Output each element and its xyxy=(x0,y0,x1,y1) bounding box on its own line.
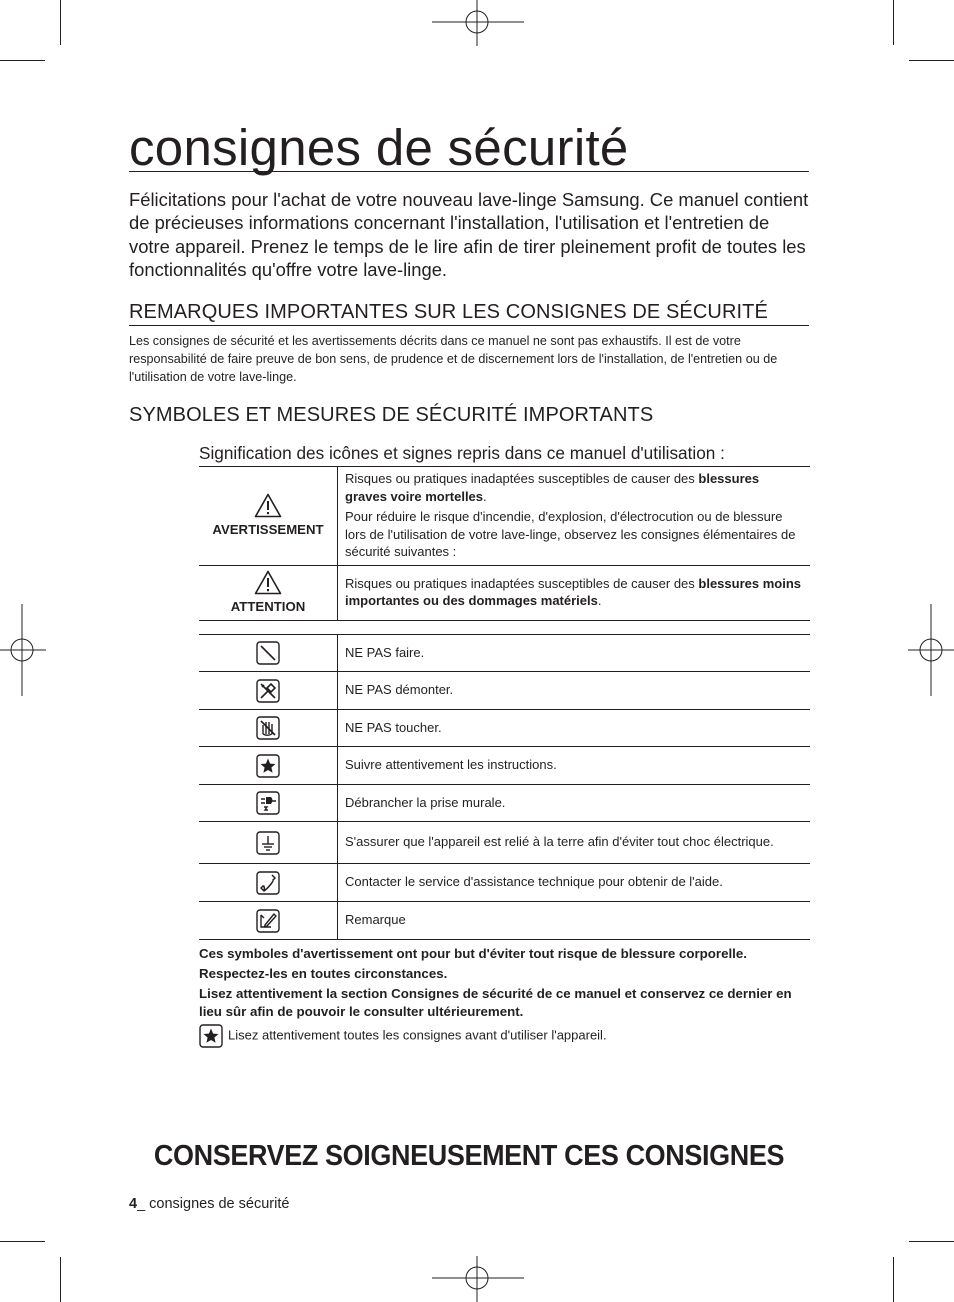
symbol-icon-cell xyxy=(199,672,338,710)
warning-triangle-icon xyxy=(254,493,282,518)
symbol-text: Remarque xyxy=(338,902,811,940)
crop-mark xyxy=(0,60,45,61)
registration-mark-icon xyxy=(432,1256,524,1302)
symbol-text: Contacter le service d'assistance technique pour obtenir de l'aide. xyxy=(338,864,811,902)
crop-mark xyxy=(893,1257,894,1302)
symbol-text: Débrancher la prise murale. xyxy=(338,785,811,822)
do-not-touch-icon xyxy=(256,716,280,740)
symbols-heading: SYMBOLES ET MESURES DE SÉCURITÉ IMPORTANTS xyxy=(129,404,654,426)
warning-text-2: Pour réduire le risque d'incendie, d'explosion, d'électrocution ou de blessure lors de l'utilisation de votre lave-linge, observez les consignes élémentaires de sécurité suivantes : xyxy=(345,509,796,559)
intro-paragraph: Félicitations pour l'achat de votre nouveau lave-linge Samsung. Ce manuel contient de précieuses informations concernant l'installation, l'utilisation et l'entretien de votre appareil. Prenez le temps de le lire afin de tirer pleinement profit de toutes les fonctionnalités qu'offre votre lave-linge. xyxy=(129,189,809,280)
registration-mark-icon xyxy=(432,0,524,46)
symbol-row xyxy=(199,785,810,822)
caution-label: ATTENTION xyxy=(230,598,306,614)
footer-label: _ consignes de sécurité xyxy=(137,1196,290,1212)
symbol-row xyxy=(199,822,810,864)
warning-text-cell xyxy=(338,467,811,566)
ground-icon xyxy=(256,831,280,855)
symbol-row xyxy=(199,864,810,902)
bottom-notes xyxy=(199,945,810,1023)
caution-row xyxy=(199,565,810,620)
symbol-text: NE PAS toucher. xyxy=(338,710,811,747)
unplug-icon xyxy=(256,791,280,815)
symbol-row xyxy=(199,710,810,747)
caution-text-cell xyxy=(338,565,811,620)
notes-body: Les consignes de sécurité et les avertissements décrits dans ce manuel ne sont pas exhaustifs. Il est de votre responsabilité de faire preuve de bon sens, de prudence et de discernement lors de l'installation, de l'entretien ou de l'utilisation de votre lave-linge. xyxy=(129,334,778,385)
caution-text-bold: blessures moins importantes ou des dommages matériels xyxy=(345,575,801,608)
notes-heading: REMARQUES IMPORTANTES SUR LES CONSIGNES DE SÉCURITÉ xyxy=(129,300,809,326)
warning-text-bold: blessures graves voire mortelles xyxy=(345,471,760,504)
symbol-icon-cell xyxy=(199,710,338,747)
warning-table xyxy=(199,466,810,621)
do-not-disassemble-icon xyxy=(256,679,280,703)
symbol-text: Suivre attentivement les instructions. xyxy=(338,747,811,785)
caution-text-post: . xyxy=(597,593,602,608)
warning-text-pre: Risques ou pratiques inadaptées susceptibles de causer des xyxy=(345,471,699,486)
symbols-table xyxy=(199,634,810,940)
crop-mark xyxy=(893,0,894,45)
final-note-text: Lisez attentivement toutes les consignes avant d'utiliser l'appareil. xyxy=(228,1027,607,1043)
symbol-icon-cell xyxy=(199,902,338,940)
symbol-icon-cell xyxy=(199,747,338,785)
symbol-text: NE PAS faire. xyxy=(338,635,811,672)
symbol-row xyxy=(199,747,810,785)
bottom-note-line: Ces symboles d'avertissement ont pour but d'éviter tout risque de blessure corporelle. xyxy=(199,946,747,961)
page-title: consignes de sécurité xyxy=(129,118,809,172)
registration-mark-icon xyxy=(0,604,46,696)
symbol-text: S'assurer que l'appareil est relié à la terre afin d'éviter tout choc électrique. xyxy=(338,822,811,864)
follow-instructions-icon xyxy=(199,1024,223,1048)
follow-instructions-icon xyxy=(256,754,280,778)
symbol-icon-cell xyxy=(199,635,338,672)
caution-icon-cell xyxy=(199,565,338,620)
symbol-row xyxy=(199,672,810,710)
crop-mark xyxy=(60,0,61,45)
registration-mark-icon xyxy=(908,604,954,696)
symbol-icon-cell xyxy=(199,822,338,864)
prohibited-icon xyxy=(256,641,280,665)
crop-mark xyxy=(909,1241,954,1242)
warning-row xyxy=(199,467,810,566)
symbol-icon-cell xyxy=(199,864,338,902)
symbol-text: NE PAS démonter. xyxy=(338,672,811,710)
page-footer xyxy=(129,1196,289,1212)
warning-icon-cell xyxy=(199,467,338,566)
caution-text-pre: Risques ou pratiques inadaptées susceptibles de causer des xyxy=(345,575,699,591)
legend-intro: Signification des icônes et signes repris dans ce manuel d'utilisation : xyxy=(199,443,725,463)
warning-text-post: . xyxy=(483,488,487,504)
bottom-note-line: Respectez-les en toutes circonstances. xyxy=(199,966,448,981)
keep-heading: CONSERVEZ SOIGNEUSEMENT CES CONSIGNES xyxy=(153,1140,785,1172)
phone-icon xyxy=(256,871,280,895)
page-number: 4 xyxy=(129,1196,138,1212)
crop-mark xyxy=(0,1241,45,1242)
final-note xyxy=(199,1024,810,1048)
crop-mark xyxy=(60,1257,61,1302)
note-icon xyxy=(256,909,280,933)
warning-text xyxy=(345,470,804,505)
caution-triangle-icon xyxy=(254,570,282,595)
bottom-note-line: Lisez attentivement la section Consignes de sécurité de ce manuel et conservez ce dernier en lieu sûr afin de pouvoir le consulter ultérieurement. xyxy=(199,986,792,1019)
symbol-row xyxy=(199,635,810,672)
symbol-icon-cell xyxy=(199,785,338,822)
warning-label: AVERTISSEMENT xyxy=(212,522,324,537)
symbol-row xyxy=(199,902,810,940)
crop-mark xyxy=(909,60,954,61)
